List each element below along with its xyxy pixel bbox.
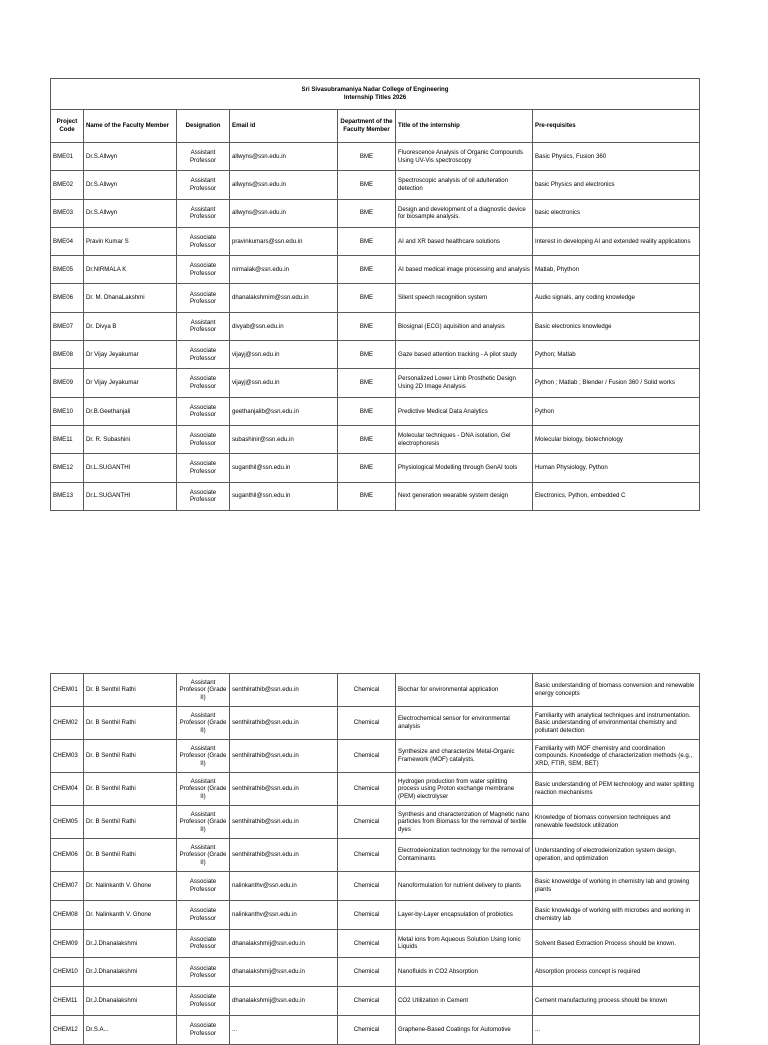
designation-cell: Assistant Professor (Grade II) bbox=[177, 839, 230, 872]
faculty-name-cell: Dr.S.Allwyn bbox=[84, 171, 177, 199]
faculty-name-cell: Dr. B Senthil Rathi bbox=[84, 839, 177, 872]
prerequisites-cell: Basic understanding of PEM technology and water splitting reaction mechanisms bbox=[533, 773, 700, 806]
prerequisites-cell: Cement manufacturing process should be known bbox=[533, 987, 700, 1016]
faculty-name-cell: Dr.J.Dhanalakshmi bbox=[84, 958, 177, 987]
internship-title-cell: Gaze based attention tracking - A pilot study bbox=[396, 341, 533, 369]
faculty-name-cell: Dr.S.A... bbox=[84, 1015, 177, 1044]
prerequisites-cell: Molecular biology, biotechnology bbox=[533, 425, 700, 453]
header-designation: Designation bbox=[177, 110, 230, 143]
internship-title-cell: Layer-by-Layer encapsulation of probiotics bbox=[396, 900, 533, 929]
email-cell: vijayj@ssn.edu.in bbox=[230, 341, 338, 369]
designation-cell: Associate Professor bbox=[177, 256, 230, 284]
email-cell: dhanalakshmij@ssn.edu.in bbox=[230, 987, 338, 1016]
header-department: Department of the Faculty Member bbox=[338, 110, 396, 143]
prerequisites-cell: Interest in developing AI and extended reality applications bbox=[533, 227, 700, 255]
faculty-name-cell: Dr. M. DhanaLakshmi bbox=[84, 284, 177, 312]
table-row bbox=[51, 958, 700, 987]
project-code-cell: BME13 bbox=[51, 482, 84, 510]
department-cell: BME bbox=[338, 284, 396, 312]
prerequisites-cell: Basic electronics knowledge bbox=[533, 312, 700, 340]
header-internship-title: Title of the internship bbox=[396, 110, 533, 143]
designation-cell: Associate Professor bbox=[177, 872, 230, 901]
project-code-cell: BME09 bbox=[51, 369, 84, 397]
internship-title-cell: Metal ions from Aqueous Solution Using Ionic Liquids bbox=[396, 929, 533, 958]
department-cell: Chemical bbox=[338, 900, 396, 929]
project-code-cell: CHEM10 bbox=[51, 958, 84, 987]
email-cell: senthilrathib@ssn.edu.in bbox=[230, 674, 338, 707]
faculty-name-cell: Dr.NIRMALA K bbox=[84, 256, 177, 284]
table-row bbox=[51, 312, 700, 340]
project-code-cell: BME11 bbox=[51, 425, 84, 453]
email-cell: dhanalakshmij@ssn.edu.in bbox=[230, 929, 338, 958]
email-cell: allwyns@ssn.edu.in bbox=[230, 143, 338, 171]
column-header-row bbox=[51, 110, 700, 143]
header-prerequisites: Pre-requisites bbox=[533, 110, 700, 143]
designation-cell: Associate Professor bbox=[177, 958, 230, 987]
project-code-cell: BME05 bbox=[51, 256, 84, 284]
department-cell: Chemical bbox=[338, 707, 396, 740]
department-cell: Chemical bbox=[338, 929, 396, 958]
table-row bbox=[51, 341, 700, 369]
table-row bbox=[51, 284, 700, 312]
faculty-name-cell: Dr. B Senthil Rathi bbox=[84, 806, 177, 839]
faculty-name-cell: Dr.J.Dhanalakshmi bbox=[84, 987, 177, 1016]
faculty-name-cell: Dr.S.Allwyn bbox=[84, 199, 177, 227]
project-code-cell: CHEM05 bbox=[51, 806, 84, 839]
department-cell: BME bbox=[338, 397, 396, 425]
bme-internship-table bbox=[50, 78, 700, 511]
prerequisites-cell: basic electronics bbox=[533, 199, 700, 227]
email-cell: suganthil@ssn.edu.in bbox=[230, 454, 338, 482]
header-faculty-name: Name of the Faculty Member bbox=[84, 110, 177, 143]
email-cell: senthilrathib@ssn.edu.in bbox=[230, 707, 338, 740]
faculty-name-cell: Dr. Nalinkanth V. Ghone bbox=[84, 872, 177, 901]
email-cell: nalinkanthv@ssn.edu.in bbox=[230, 900, 338, 929]
header-email: Email id bbox=[230, 110, 338, 143]
designation-cell: Assistant Professor bbox=[177, 199, 230, 227]
prerequisites-cell: Solvent Based Extraction Process should be known. bbox=[533, 929, 700, 958]
project-code-cell: CHEM02 bbox=[51, 707, 84, 740]
table-row bbox=[51, 227, 700, 255]
faculty-name-cell: Dr. Nalinkanth V. Ghone bbox=[84, 900, 177, 929]
designation-cell: Associate Professor bbox=[177, 987, 230, 1016]
prerequisites-cell: Python ; Matlab ; Blender / Fusion 360 / Solid works bbox=[533, 369, 700, 397]
email-cell: senthilrathib@ssn.edu.in bbox=[230, 740, 338, 773]
department-cell: BME bbox=[338, 369, 396, 397]
table-row bbox=[51, 454, 700, 482]
project-code-cell: CHEM11 bbox=[51, 987, 84, 1016]
internship-title-cell: Hydrogen production from water splitting process using Proton exchange membrane (PEM) electrolyser bbox=[396, 773, 533, 806]
department-cell: BME bbox=[338, 341, 396, 369]
prerequisites-cell: Audio signals, any coding knowledge bbox=[533, 284, 700, 312]
project-code-cell: CHEM03 bbox=[51, 740, 84, 773]
internship-title-cell: AI based medical image processing and analysis bbox=[396, 256, 533, 284]
internship-title-cell: Graphene-Based Coatings for Automotive bbox=[396, 1015, 533, 1044]
internship-title-cell: Synthesis and characterization of Magnetic nano particles from Biomass for the removal of textile dyes bbox=[396, 806, 533, 839]
email-cell: subashinir@ssn.edu.in bbox=[230, 425, 338, 453]
designation-cell: Assistant Professor bbox=[177, 143, 230, 171]
project-code-cell: BME02 bbox=[51, 171, 84, 199]
table-row bbox=[51, 707, 700, 740]
designation-cell: Assistant Professor bbox=[177, 171, 230, 199]
internship-title-cell: CO2 Utilization in Cement bbox=[396, 987, 533, 1016]
email-cell: pravinkumars@ssn.edu.in bbox=[230, 227, 338, 255]
designation-cell: Assistant Professor (Grade II) bbox=[177, 674, 230, 707]
email-cell: nirmalak@ssn.edu.in bbox=[230, 256, 338, 284]
project-code-cell: BME01 bbox=[51, 143, 84, 171]
project-code-cell: BME07 bbox=[51, 312, 84, 340]
email-cell: divyab@ssn.edu.in bbox=[230, 312, 338, 340]
designation-cell: Assistant Professor (Grade II) bbox=[177, 740, 230, 773]
department-cell: BME bbox=[338, 143, 396, 171]
header-project-code: Project Code bbox=[51, 110, 84, 143]
prerequisites-cell: Python; Matlab bbox=[533, 341, 700, 369]
prerequisites-cell: Knowledge of biomass conversion techniques and renewable feedstock utilization bbox=[533, 806, 700, 839]
internship-title-cell: Fluorescence Analysis of Organic Compounds Using UV-Vis spectroscopy bbox=[396, 143, 533, 171]
prerequisites-cell: Human Physiology, Python bbox=[533, 454, 700, 482]
email-cell: dhanalakshmij@ssn.edu.in bbox=[230, 958, 338, 987]
prerequisites-cell: Matlab, Phython bbox=[533, 256, 700, 284]
table-row bbox=[51, 397, 700, 425]
prerequisites-cell: Basic Physics, Fusion 360 bbox=[533, 143, 700, 171]
internship-title-cell: Personalized Lower Limb Prosthetic Design Using 2D Image Analysis bbox=[396, 369, 533, 397]
faculty-name-cell: Dr.J.Dhanalakshmi bbox=[84, 929, 177, 958]
faculty-name-cell: Dr.S.Allwyn bbox=[84, 143, 177, 171]
internship-title-cell: Physiological Modelling through GenAI tools bbox=[396, 454, 533, 482]
designation-cell: Assistant Professor (Grade II) bbox=[177, 707, 230, 740]
faculty-name-cell: Dr.L.SUGANTHI bbox=[84, 454, 177, 482]
department-cell: Chemical bbox=[338, 1015, 396, 1044]
table-row bbox=[51, 1015, 700, 1044]
department-cell: BME bbox=[338, 312, 396, 340]
designation-cell: Associate Professor bbox=[177, 425, 230, 453]
project-code-cell: CHEM09 bbox=[51, 929, 84, 958]
internship-title-cell: Electrodeionization technology for the removal of Contaminants bbox=[396, 839, 533, 872]
table-row bbox=[51, 425, 700, 453]
table-row bbox=[51, 199, 700, 227]
project-code-cell: CHEM08 bbox=[51, 900, 84, 929]
designation-cell: Associate Professor bbox=[177, 284, 230, 312]
faculty-name-cell: Dr. Divya B bbox=[84, 312, 177, 340]
prerequisites-cell: Python bbox=[533, 397, 700, 425]
department-cell: BME bbox=[338, 256, 396, 284]
project-code-cell: BME06 bbox=[51, 284, 84, 312]
prerequisites-cell: Familiarity with MOF chemistry and coordination compounds. Knowledge of characterization methods (e.g., XRD, FTIR, SEM, BET) bbox=[533, 740, 700, 773]
prerequisites-cell: Electronics, Python, embedded C bbox=[533, 482, 700, 510]
faculty-name-cell: Dr. B Senthil Rathi bbox=[84, 707, 177, 740]
prerequisites-cell: Basic knowledge of working with microbes and working in chemistry lab bbox=[533, 900, 700, 929]
email-cell: suganthil@ssn.edu.in bbox=[230, 482, 338, 510]
email-cell: allwyns@ssn.edu.in bbox=[230, 171, 338, 199]
table-row bbox=[51, 482, 700, 510]
internship-title-cell: Molecular techniques - DNA isolation, Gel electrophoresis bbox=[396, 425, 533, 453]
email-cell: ... bbox=[230, 1015, 338, 1044]
department-cell: BME bbox=[338, 171, 396, 199]
faculty-name-cell: Dr Vijay Jeyakumar bbox=[84, 369, 177, 397]
internship-title-cell: Design and development of a diagnostic device for biosample analysis. bbox=[396, 199, 533, 227]
table-row bbox=[51, 773, 700, 806]
faculty-name-cell: Dr Vijay Jeyakumar bbox=[84, 341, 177, 369]
internship-title-cell: AI and XR based healthcare solutions bbox=[396, 227, 533, 255]
prerequisites-cell: Familiarity with analytical techniques and instrumentation. Basic understanding of environmental chemistry and pollutant detection bbox=[533, 707, 700, 740]
table-row bbox=[51, 872, 700, 901]
prerequisites-cell: basic Physics and electronics bbox=[533, 171, 700, 199]
internship-title-cell: Nanoformulation for nutrient delivery to plants bbox=[396, 872, 533, 901]
email-cell: nalinkanthv@ssn.edu.in bbox=[230, 872, 338, 901]
designation-cell: Assistant Professor (Grade II) bbox=[177, 806, 230, 839]
table-row bbox=[51, 839, 700, 872]
designation-cell: Associate Professor bbox=[177, 1015, 230, 1044]
project-code-cell: CHEM01 bbox=[51, 674, 84, 707]
table-row bbox=[51, 143, 700, 171]
internship-title-cell: Silent speech recognition system bbox=[396, 284, 533, 312]
internship-title-cell: Biochar for environmental application bbox=[396, 674, 533, 707]
project-code-cell: BME12 bbox=[51, 454, 84, 482]
department-cell: BME bbox=[338, 199, 396, 227]
internship-title-cell: Nanofluids in CO2 Absorption bbox=[396, 958, 533, 987]
internship-title-cell: Next generation wearable system design bbox=[396, 482, 533, 510]
email-cell: dhanalakshmim@ssn.edu.in bbox=[230, 284, 338, 312]
internship-title-cell: Synthesize and characterize Metal-Organic Framework (MOF) catalysts. bbox=[396, 740, 533, 773]
faculty-name-cell: Dr.B.Geethanjali bbox=[84, 397, 177, 425]
college-name: Sri Sivasubramaniya Nadar College of Engineering bbox=[301, 86, 449, 94]
table-row bbox=[51, 171, 700, 199]
internship-titles-year: Internship Titles 2026 bbox=[343, 94, 407, 101]
project-code-cell: BME03 bbox=[51, 199, 84, 227]
designation-cell: Associate Professor bbox=[177, 900, 230, 929]
designation-cell: Associate Professor bbox=[177, 397, 230, 425]
prerequisites-cell: Basic knoweldge of working in chemistry lab and growing plants bbox=[533, 872, 700, 901]
faculty-name-cell: Dr.L.SUGANTHI bbox=[84, 482, 177, 510]
prerequisites-cell: ... bbox=[533, 1015, 700, 1044]
designation-cell: Associate Professor bbox=[177, 369, 230, 397]
table-row bbox=[51, 674, 700, 707]
designation-cell: Associate Professor bbox=[177, 482, 230, 510]
prerequisites-cell: Basic understanding of biomass conversion and renewable energy concepts bbox=[533, 674, 700, 707]
faculty-name-cell: Dr. R. Subashini bbox=[84, 425, 177, 453]
email-cell: senthilrathib@ssn.edu.in bbox=[230, 839, 338, 872]
project-code-cell: CHEM07 bbox=[51, 872, 84, 901]
designation-cell: Associate Professor bbox=[177, 929, 230, 958]
department-cell: BME bbox=[338, 482, 396, 510]
prerequisites-cell: Absorption process concept is required bbox=[533, 958, 700, 987]
internship-title-cell: Biosignal (ECG) aquisition and analysis bbox=[396, 312, 533, 340]
internship-title-cell: Electrochemical sensor for environmental analysis bbox=[396, 707, 533, 740]
designation-cell: Associate Professor bbox=[177, 454, 230, 482]
table-title bbox=[51, 79, 700, 110]
designation-cell: Assistant Professor (Grade II) bbox=[177, 773, 230, 806]
project-code-cell: CHEM06 bbox=[51, 839, 84, 872]
department-cell: Chemical bbox=[338, 958, 396, 987]
department-cell: Chemical bbox=[338, 674, 396, 707]
department-cell: Chemical bbox=[338, 740, 396, 773]
email-cell: geethanjalib@ssn.edu.in bbox=[230, 397, 338, 425]
project-code-cell: CHEM12 bbox=[51, 1015, 84, 1044]
faculty-name-cell: Pravin Kumar S bbox=[84, 227, 177, 255]
designation-cell: Assistant Professor bbox=[177, 312, 230, 340]
chemical-internship-table bbox=[50, 673, 700, 1045]
internship-title-cell: Spectroscopic analysis of oil adulteration detection bbox=[396, 171, 533, 199]
table-row bbox=[51, 740, 700, 773]
faculty-name-cell: Dr. B Senthil Rathi bbox=[84, 773, 177, 806]
designation-cell: Associate Professor bbox=[177, 341, 230, 369]
department-cell: Chemical bbox=[338, 839, 396, 872]
faculty-name-cell: Dr. B Senthil Rathi bbox=[84, 740, 177, 773]
project-code-cell: BME04 bbox=[51, 227, 84, 255]
department-cell: Chemical bbox=[338, 806, 396, 839]
table-row bbox=[51, 987, 700, 1016]
department-cell: Chemical bbox=[338, 773, 396, 806]
project-code-cell: CHEM04 bbox=[51, 773, 84, 806]
table-row bbox=[51, 369, 700, 397]
prerequisites-cell: Understanding of electrodeionization system design, operation, and optimization bbox=[533, 839, 700, 872]
project-code-cell: BME10 bbox=[51, 397, 84, 425]
department-cell: BME bbox=[338, 454, 396, 482]
internship-title-cell: Predictive Medical Data Analytics bbox=[396, 397, 533, 425]
email-cell: vijayj@ssn.edu.in bbox=[230, 369, 338, 397]
email-cell: allwyns@ssn.edu.in bbox=[230, 199, 338, 227]
designation-cell: Associate Professor bbox=[177, 227, 230, 255]
department-cell: Chemical bbox=[338, 872, 396, 901]
department-cell: Chemical bbox=[338, 987, 396, 1016]
faculty-name-cell: Dr. B Senthil Rathi bbox=[84, 674, 177, 707]
table-row bbox=[51, 256, 700, 284]
table-row bbox=[51, 806, 700, 839]
department-cell: BME bbox=[338, 425, 396, 453]
table-row bbox=[51, 900, 700, 929]
email-cell: senthilrathib@ssn.edu.in bbox=[230, 806, 338, 839]
table-row bbox=[51, 929, 700, 958]
department-cell: BME bbox=[338, 227, 396, 255]
email-cell: senthilrathib@ssn.edu.in bbox=[230, 773, 338, 806]
project-code-cell: BME08 bbox=[51, 341, 84, 369]
